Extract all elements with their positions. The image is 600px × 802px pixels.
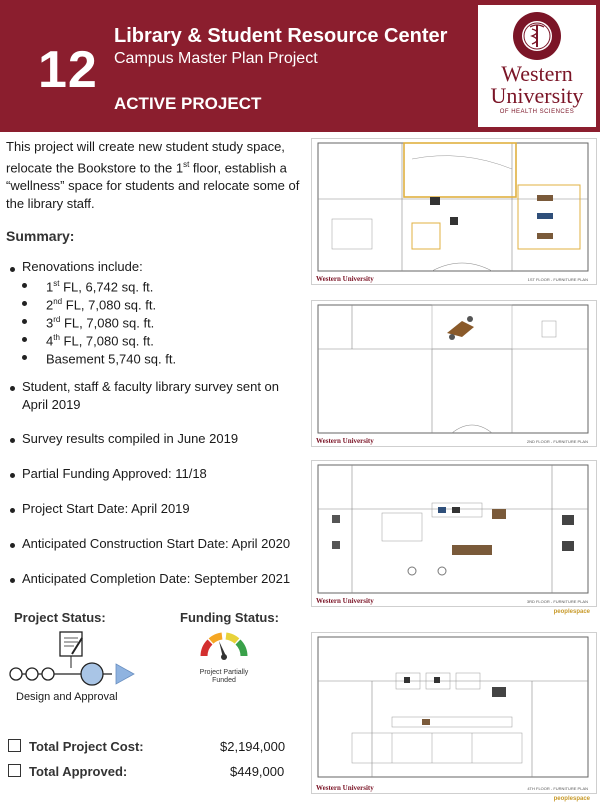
- checkbox-icon: [8, 739, 21, 752]
- total-cost-row: Total Project Cost:: [8, 739, 144, 754]
- floor-area-item: 2nd FL, 7,080 sq. ft.: [46, 297, 157, 313]
- bullet-dot: [10, 267, 15, 272]
- stage-arrow-icon: [116, 664, 134, 684]
- funding-status-label: Project Partially Funded: [199, 669, 249, 684]
- plan-label: 3RD FLOOR - FURNITURE PLAN: [526, 599, 588, 604]
- plan-logo: Western University: [316, 784, 374, 792]
- summary-heading: Summary:: [6, 228, 75, 244]
- seal-icon: [512, 11, 562, 61]
- floor-plan-2: [311, 300, 597, 447]
- floor-area-item: 4th FL, 7,080 sq. ft.: [46, 333, 154, 349]
- document-icon: [60, 632, 82, 668]
- university-logo: [478, 5, 596, 127]
- bullet-dot: [10, 508, 15, 513]
- project-subtitle: Campus Master Plan Project: [114, 50, 318, 67]
- stage-circle: [10, 668, 22, 680]
- header-banner: [0, 0, 600, 132]
- logo-word-western: Western: [501, 61, 573, 86]
- plan-logo: Western University: [316, 597, 374, 605]
- bullet-dot: [22, 283, 27, 288]
- bullet-dot: [22, 319, 27, 324]
- floor-area-item: 3rd FL, 7,080 sq. ft.: [46, 315, 155, 331]
- project-status-heading: Project Status:: [14, 610, 106, 625]
- funding-status-heading: Funding Status:: [180, 610, 279, 625]
- survey-compiled-item: Survey results compiled in June 2019: [22, 431, 239, 446]
- bullet-dot: [22, 301, 27, 306]
- bullet-dot: [22, 337, 27, 342]
- plan-label: 1ST FLOOR - FURNITURE PLAN: [527, 277, 588, 282]
- project-title: Library & Student Resource Center: [114, 25, 448, 47]
- peoplespace-logo: peoplespace: [553, 609, 590, 615]
- stage-label: Design and Approval: [16, 691, 118, 703]
- total-approved-value: $449,000: [230, 764, 285, 779]
- logo-tagline: OF HEALTH SCIENCES: [499, 109, 575, 115]
- floor-plan-1: [311, 138, 597, 285]
- stage-circle: [26, 668, 38, 680]
- bullet-dot: [10, 543, 15, 548]
- bullet-dot: [10, 438, 15, 443]
- bullet-dot: [10, 578, 15, 583]
- project-number: 12: [38, 41, 98, 99]
- bullet-dot: [10, 386, 15, 391]
- plan-label: 2ND FLOOR - FURNITURE PLAN: [526, 439, 588, 444]
- intro-paragraph: This project will create new student study space, relocate the Bookstore to the 1st floor, establish a “wellness” space for students and relocate some of the library staff.: [6, 139, 300, 212]
- construction-start-item: Anticipated Construction Start Date: April 2020: [22, 536, 291, 551]
- total-approved-row: Total Approved:: [8, 764, 127, 779]
- plan-logo: Western University: [316, 275, 374, 283]
- stage-circle: [42, 668, 54, 680]
- logo-word-university: University: [490, 83, 584, 108]
- checkbox-icon: [8, 764, 21, 777]
- stage-circle-current: [81, 663, 103, 685]
- project-status-banner: ACTIVE PROJECT: [114, 94, 262, 113]
- floor-area-item: 1st FL, 6,742 sq. ft.: [46, 279, 154, 295]
- survey-sent-item: Student, staff & faculty library survey sent on April 2019: [22, 379, 279, 412]
- bullet-dot: [10, 473, 15, 478]
- plan-label: 4TH FLOOR - FURNITURE PLAN: [527, 786, 588, 791]
- total-cost-value: $2,194,000: [220, 739, 286, 754]
- floor-area-item: Basement 5,740 sq. ft.: [46, 351, 177, 367]
- partial-funding-item: Partial Funding Approved: 11/18: [22, 466, 207, 481]
- completion-date-item: Anticipated Completion Date: September 2021: [22, 571, 291, 586]
- funding-gauge-icon: [196, 620, 252, 666]
- bullet-dot: [22, 355, 27, 360]
- plan-logo: Western University: [316, 437, 374, 445]
- project-stage-tracker: [8, 628, 148, 690]
- renovations-label: Renovations include:: [22, 259, 143, 274]
- peoplespace-logo: peoplespace: [553, 796, 590, 802]
- floor-plan-3: [311, 460, 597, 615]
- floor-plan-4: [311, 632, 597, 802]
- start-date-item: Project Start Date: April 2019: [22, 501, 190, 516]
